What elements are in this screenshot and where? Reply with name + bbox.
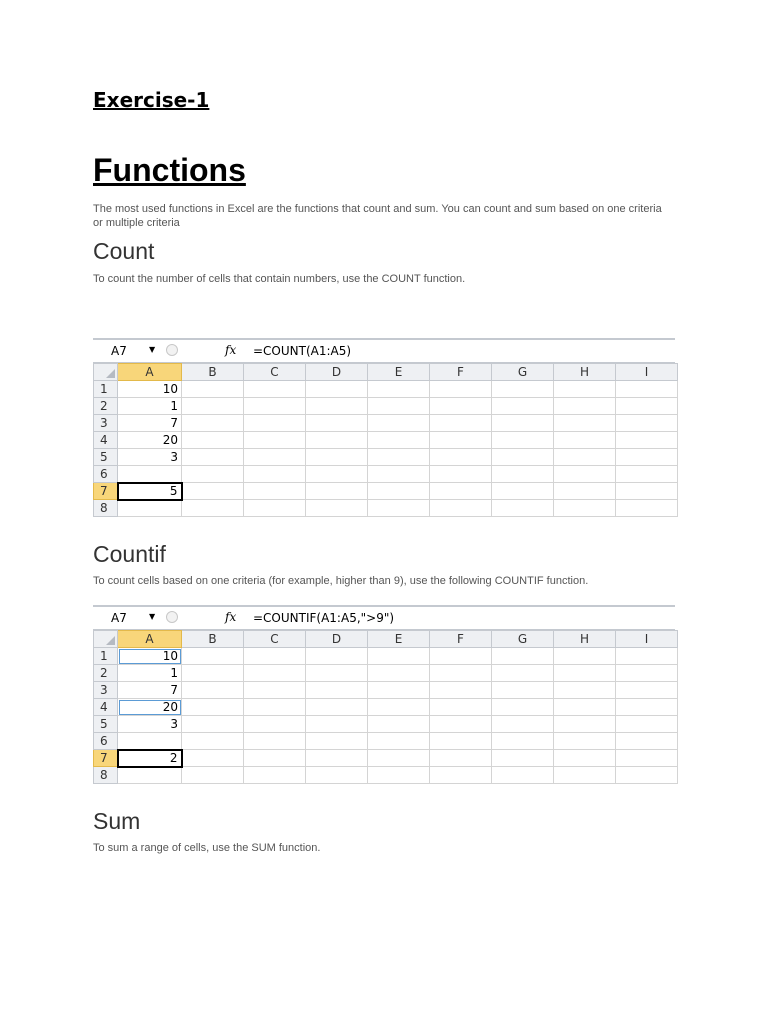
cell[interactable] xyxy=(554,483,616,500)
exercise-title: Exercise-1 xyxy=(93,88,210,112)
cell[interactable] xyxy=(554,449,616,466)
cell[interactable] xyxy=(492,716,554,733)
cell[interactable] xyxy=(306,665,368,682)
cell[interactable] xyxy=(554,682,616,699)
table-row xyxy=(94,449,678,466)
cell[interactable] xyxy=(244,648,306,665)
cell[interactable] xyxy=(182,381,244,398)
cell[interactable] xyxy=(616,648,678,665)
cell[interactable] xyxy=(554,432,616,449)
cell[interactable] xyxy=(306,381,368,398)
cell[interactable]: 7 xyxy=(118,415,182,432)
cell[interactable] xyxy=(368,466,430,483)
cell[interactable] xyxy=(182,733,244,750)
table-row xyxy=(94,432,678,449)
cell[interactable] xyxy=(492,648,554,665)
count-description: To count the number of cells that contain numbers, use the COUNT function. xyxy=(93,273,466,285)
cell[interactable] xyxy=(368,381,430,398)
row-header[interactable]: 6 xyxy=(94,733,118,750)
cell[interactable] xyxy=(118,500,182,517)
cell[interactable] xyxy=(182,682,244,699)
cell[interactable] xyxy=(306,449,368,466)
dropdown-arrow-icon[interactable]: ▼ xyxy=(149,345,156,354)
cell[interactable] xyxy=(244,699,306,716)
cell[interactable] xyxy=(368,733,430,750)
column-header[interactable]: B xyxy=(182,364,244,381)
cell[interactable] xyxy=(616,767,678,784)
column-header[interactable]: D xyxy=(306,364,368,381)
active-cell[interactable]: 5 xyxy=(118,483,182,500)
cell[interactable] xyxy=(492,432,554,449)
table-row xyxy=(94,699,678,716)
cell[interactable] xyxy=(430,699,492,716)
cell[interactable] xyxy=(430,449,492,466)
cell[interactable] xyxy=(368,648,430,665)
cell[interactable] xyxy=(554,716,616,733)
cell[interactable]: 10 xyxy=(118,381,182,398)
formula-bar xyxy=(93,605,675,630)
formula-input[interactable]: =COUNTIF(A1:A5,">9") xyxy=(253,611,395,625)
fx-icon[interactable]: fx xyxy=(225,610,237,624)
cell[interactable]: 1 xyxy=(118,665,182,682)
cell[interactable] xyxy=(182,699,244,716)
countif-description: To count cells based on one criteria (for example, higher than 9), use the following COUNTIF function. xyxy=(93,575,589,587)
cell[interactable] xyxy=(182,466,244,483)
cell[interactable] xyxy=(306,415,368,432)
cell[interactable] xyxy=(182,767,244,784)
cell[interactable] xyxy=(430,750,492,767)
column-header[interactable]: B xyxy=(182,631,244,648)
column-header[interactable]: E xyxy=(368,631,430,648)
table-row xyxy=(94,398,678,415)
cell[interactable] xyxy=(368,500,430,517)
cell[interactable] xyxy=(182,716,244,733)
cell[interactable] xyxy=(244,716,306,733)
page-title: Functions xyxy=(93,152,246,188)
cell[interactable] xyxy=(244,398,306,415)
formula-bar xyxy=(93,338,675,363)
cell[interactable] xyxy=(430,398,492,415)
column-header-row xyxy=(94,631,678,648)
row-header[interactable]: 8 xyxy=(94,767,118,784)
cell[interactable] xyxy=(616,466,678,483)
cell[interactable] xyxy=(430,648,492,665)
row-header[interactable]: 4 xyxy=(94,699,118,716)
cell[interactable] xyxy=(244,733,306,750)
column-header[interactable]: E xyxy=(368,364,430,381)
cell[interactable] xyxy=(616,398,678,415)
count-heading: Count xyxy=(93,238,155,264)
cell[interactable] xyxy=(616,483,678,500)
row-header[interactable]: 1 xyxy=(94,648,118,665)
cell[interactable] xyxy=(492,381,554,398)
cell[interactable] xyxy=(492,466,554,483)
cell[interactable] xyxy=(616,733,678,750)
cell[interactable] xyxy=(368,665,430,682)
row-header[interactable]: 1 xyxy=(94,381,118,398)
sum-description: To sum a range of cells, use the SUM function. xyxy=(93,842,321,854)
cell[interactable] xyxy=(554,415,616,432)
table-row xyxy=(94,483,678,500)
cell[interactable] xyxy=(244,767,306,784)
cell[interactable] xyxy=(306,699,368,716)
resize-handle-icon[interactable] xyxy=(166,344,178,356)
cell[interactable] xyxy=(492,398,554,415)
cell[interactable] xyxy=(118,466,182,483)
column-header-row xyxy=(94,364,678,381)
select-all-corner[interactable] xyxy=(94,631,118,648)
cell-grid xyxy=(93,363,678,517)
cell[interactable] xyxy=(368,483,430,500)
countif-spreadsheet xyxy=(93,605,675,784)
cell[interactable] xyxy=(492,500,554,517)
cell[interactable] xyxy=(492,665,554,682)
cell[interactable] xyxy=(306,398,368,415)
cell[interactable] xyxy=(430,767,492,784)
column-header[interactable]: A xyxy=(118,631,182,648)
cell[interactable] xyxy=(430,432,492,449)
cell[interactable] xyxy=(368,398,430,415)
cell[interactable] xyxy=(244,500,306,517)
cell[interactable] xyxy=(182,483,244,500)
column-header[interactable]: G xyxy=(492,631,554,648)
cell[interactable] xyxy=(244,665,306,682)
name-box[interactable]: A7 xyxy=(111,344,127,358)
column-header[interactable]: C xyxy=(244,364,306,381)
active-cell[interactable]: 2 xyxy=(118,750,182,767)
cell[interactable] xyxy=(616,682,678,699)
cell[interactable] xyxy=(182,398,244,415)
cell[interactable] xyxy=(554,466,616,483)
cell[interactable] xyxy=(368,449,430,466)
cell[interactable] xyxy=(430,500,492,517)
cell[interactable] xyxy=(306,466,368,483)
cell[interactable] xyxy=(430,381,492,398)
cell[interactable] xyxy=(306,483,368,500)
count-spreadsheet xyxy=(93,338,675,517)
column-header[interactable]: H xyxy=(554,364,616,381)
cell[interactable] xyxy=(306,733,368,750)
cell[interactable] xyxy=(430,466,492,483)
cell[interactable] xyxy=(118,767,182,784)
cell[interactable]: 20 xyxy=(118,432,182,449)
cell[interactable] xyxy=(554,381,616,398)
cell[interactable] xyxy=(244,682,306,699)
cell[interactable] xyxy=(616,415,678,432)
select-all-corner[interactable] xyxy=(94,364,118,381)
column-header[interactable]: C xyxy=(244,631,306,648)
column-header[interactable]: F xyxy=(430,364,492,381)
column-header[interactable]: F xyxy=(430,631,492,648)
table-row xyxy=(94,750,678,767)
cell[interactable] xyxy=(182,648,244,665)
row-header[interactable]: 2 xyxy=(94,665,118,682)
cell[interactable] xyxy=(616,665,678,682)
cell[interactable] xyxy=(430,415,492,432)
cell[interactable] xyxy=(306,682,368,699)
cell[interactable] xyxy=(554,699,616,716)
cell[interactable] xyxy=(306,750,368,767)
cell[interactable] xyxy=(182,449,244,466)
cell[interactable] xyxy=(368,716,430,733)
cell[interactable] xyxy=(492,699,554,716)
cell[interactable] xyxy=(554,750,616,767)
cell[interactable] xyxy=(492,682,554,699)
table-row xyxy=(94,733,678,750)
cell[interactable] xyxy=(244,483,306,500)
table-row xyxy=(94,381,678,398)
cell[interactable] xyxy=(492,415,554,432)
table-row xyxy=(94,682,678,699)
column-header[interactable]: D xyxy=(306,631,368,648)
intro-paragraph: The most used functions in Excel are the functions that count and sum. You can count and sum based on one criteria or multiple criteria xyxy=(93,203,662,229)
cell[interactable] xyxy=(616,432,678,449)
cell[interactable] xyxy=(368,699,430,716)
cell[interactable] xyxy=(182,665,244,682)
cell[interactable]: 20 xyxy=(118,699,182,716)
row-header[interactable]: 7 xyxy=(94,483,118,500)
cell[interactable] xyxy=(492,767,554,784)
cell[interactable] xyxy=(244,432,306,449)
cell[interactable] xyxy=(616,381,678,398)
cell[interactable] xyxy=(182,500,244,517)
cell[interactable] xyxy=(368,432,430,449)
table-row xyxy=(94,767,678,784)
cell[interactable] xyxy=(182,750,244,767)
cell[interactable] xyxy=(244,449,306,466)
row-header[interactable]: 3 xyxy=(94,415,118,432)
table-row xyxy=(94,415,678,432)
formula-input[interactable]: =COUNT(A1:A5) xyxy=(253,344,352,358)
column-header[interactable]: G xyxy=(492,364,554,381)
name-box[interactable]: A7 xyxy=(111,611,127,625)
cell[interactable] xyxy=(616,449,678,466)
cell[interactable] xyxy=(182,415,244,432)
cell[interactable] xyxy=(306,716,368,733)
cell[interactable] xyxy=(554,767,616,784)
row-header[interactable]: 8 xyxy=(94,500,118,517)
cell[interactable] xyxy=(616,500,678,517)
fx-icon[interactable]: fx xyxy=(225,343,237,357)
cell[interactable]: 7 xyxy=(118,682,182,699)
cell[interactable] xyxy=(368,415,430,432)
row-header[interactable]: 7 xyxy=(94,750,118,767)
column-header[interactable]: I xyxy=(616,364,678,381)
cell[interactable] xyxy=(616,699,678,716)
cell[interactable] xyxy=(306,500,368,517)
table-row xyxy=(94,665,678,682)
cell[interactable] xyxy=(492,449,554,466)
cell[interactable] xyxy=(554,398,616,415)
cell[interactable] xyxy=(244,750,306,767)
cell[interactable] xyxy=(430,483,492,500)
cell[interactable] xyxy=(554,648,616,665)
cell[interactable] xyxy=(368,682,430,699)
cell[interactable] xyxy=(554,733,616,750)
cell[interactable]: 1 xyxy=(118,398,182,415)
cell[interactable] xyxy=(430,716,492,733)
cell[interactable] xyxy=(368,767,430,784)
dropdown-arrow-icon[interactable]: ▼ xyxy=(149,612,156,621)
table-row xyxy=(94,716,678,733)
cell[interactable] xyxy=(368,750,430,767)
row-header[interactable]: 5 xyxy=(94,449,118,466)
sum-heading: Sum xyxy=(93,808,141,834)
column-header[interactable]: I xyxy=(616,631,678,648)
table-row xyxy=(94,648,678,665)
cell[interactable] xyxy=(430,665,492,682)
column-header[interactable]: H xyxy=(554,631,616,648)
cell[interactable] xyxy=(492,483,554,500)
row-header[interactable]: 4 xyxy=(94,432,118,449)
cell[interactable]: 3 xyxy=(118,716,182,733)
cell[interactable] xyxy=(306,767,368,784)
cell[interactable] xyxy=(492,733,554,750)
countif-heading: Countif xyxy=(93,541,166,567)
cell[interactable]: 10 xyxy=(118,648,182,665)
cell[interactable] xyxy=(616,716,678,733)
row-header[interactable]: 2 xyxy=(94,398,118,415)
row-header[interactable]: 5 xyxy=(94,716,118,733)
cell[interactable] xyxy=(306,648,368,665)
cell[interactable] xyxy=(492,750,554,767)
cell-grid xyxy=(93,630,678,784)
row-header[interactable]: 3 xyxy=(94,682,118,699)
cell[interactable] xyxy=(118,733,182,750)
cell[interactable] xyxy=(554,665,616,682)
resize-handle-icon[interactable] xyxy=(166,611,178,623)
column-header[interactable]: A xyxy=(118,364,182,381)
cell[interactable] xyxy=(554,500,616,517)
cell[interactable] xyxy=(244,415,306,432)
cell[interactable] xyxy=(244,466,306,483)
cell[interactable] xyxy=(306,432,368,449)
cell[interactable] xyxy=(244,381,306,398)
cell[interactable] xyxy=(430,682,492,699)
row-header[interactable]: 6 xyxy=(94,466,118,483)
table-row xyxy=(94,500,678,517)
cell[interactable] xyxy=(182,432,244,449)
cell[interactable]: 3 xyxy=(118,449,182,466)
table-row xyxy=(94,466,678,483)
cell[interactable] xyxy=(430,733,492,750)
cell[interactable] xyxy=(616,750,678,767)
